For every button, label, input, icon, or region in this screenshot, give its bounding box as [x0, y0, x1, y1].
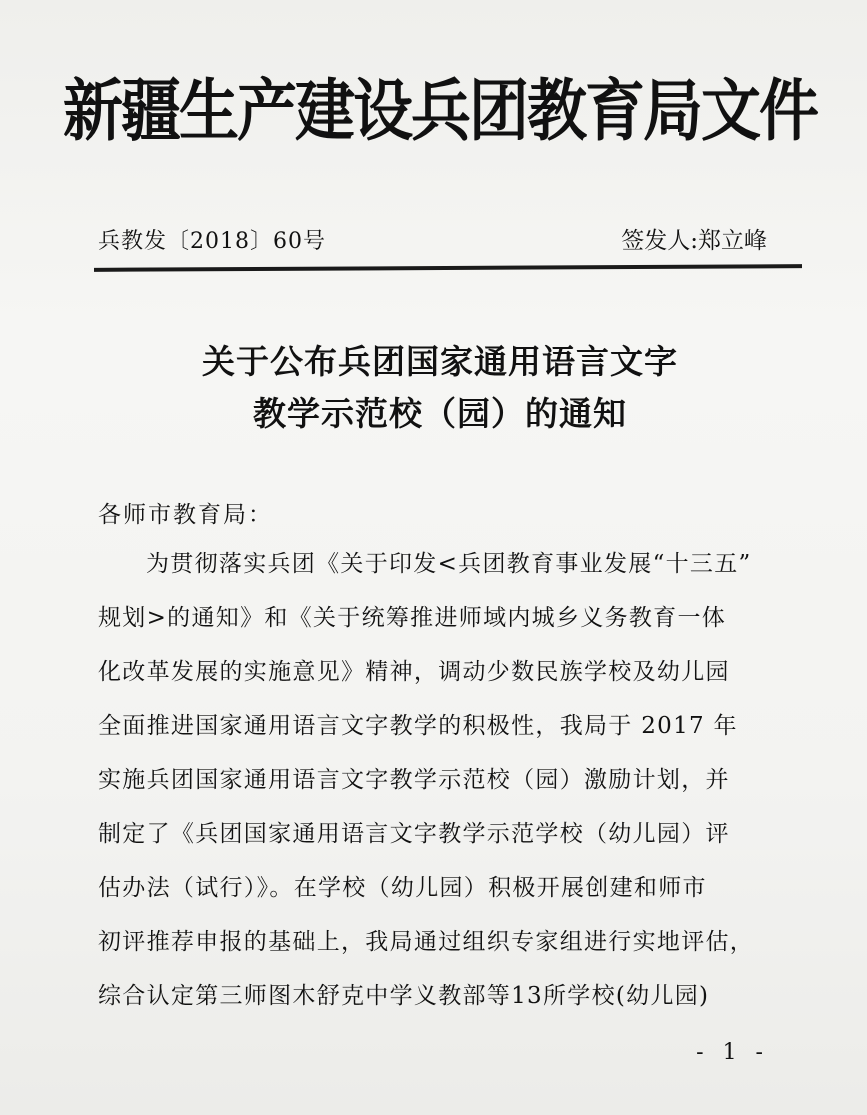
signer: 签发人:郑立峰 — [621, 228, 767, 254]
body-line: 为贯彻落实兵团《关于印发<兵团教育事业发展“十三五” — [146, 551, 752, 577]
issuer-header-title: 新疆生产建设兵团教育局文件 — [63, 72, 817, 151]
document-title-line-1: 关于公布兵团国家通用语言文字 — [202, 342, 678, 381]
body-line: 综合认定第三师图木舒克中学义教部等13所学校(幼儿园) — [98, 983, 710, 1009]
body-line: 初评推荐申报的基础上，我局通过组织专家组进行实地评估， — [98, 929, 755, 955]
document-title-line-2: 教学示范校（园）的通知 — [253, 394, 627, 433]
body-line: 全面推进国家通用语言文字教学的积极性，我局于 2017 年 — [98, 713, 738, 739]
body-text — [98, 540, 778, 1026]
salutation: 各师市教育局： — [98, 502, 273, 528]
page-number: - 1 - — [696, 1040, 769, 1065]
body-line: 制定了《兵团国家通用语言文字教学示范学校（幼儿园）评 — [98, 821, 730, 847]
body-line: 估办法（试行）》。在学校（幼儿园）积极开展创建和师市 — [98, 875, 707, 901]
body-line: 规划>的通知》和《关于统筹推进师域内城乡义务教育一体 — [98, 605, 727, 631]
document-title — [60, 336, 820, 440]
body-line: 化改革发展的实施意见》精神，调动少数民族学校及幼儿园 — [98, 659, 730, 685]
document-number: 兵教发〔2018〕60号 — [98, 229, 326, 254]
body-line: 实施兵团国家通用语言文字教学示范校（园）激励计划，并 — [98, 767, 730, 793]
